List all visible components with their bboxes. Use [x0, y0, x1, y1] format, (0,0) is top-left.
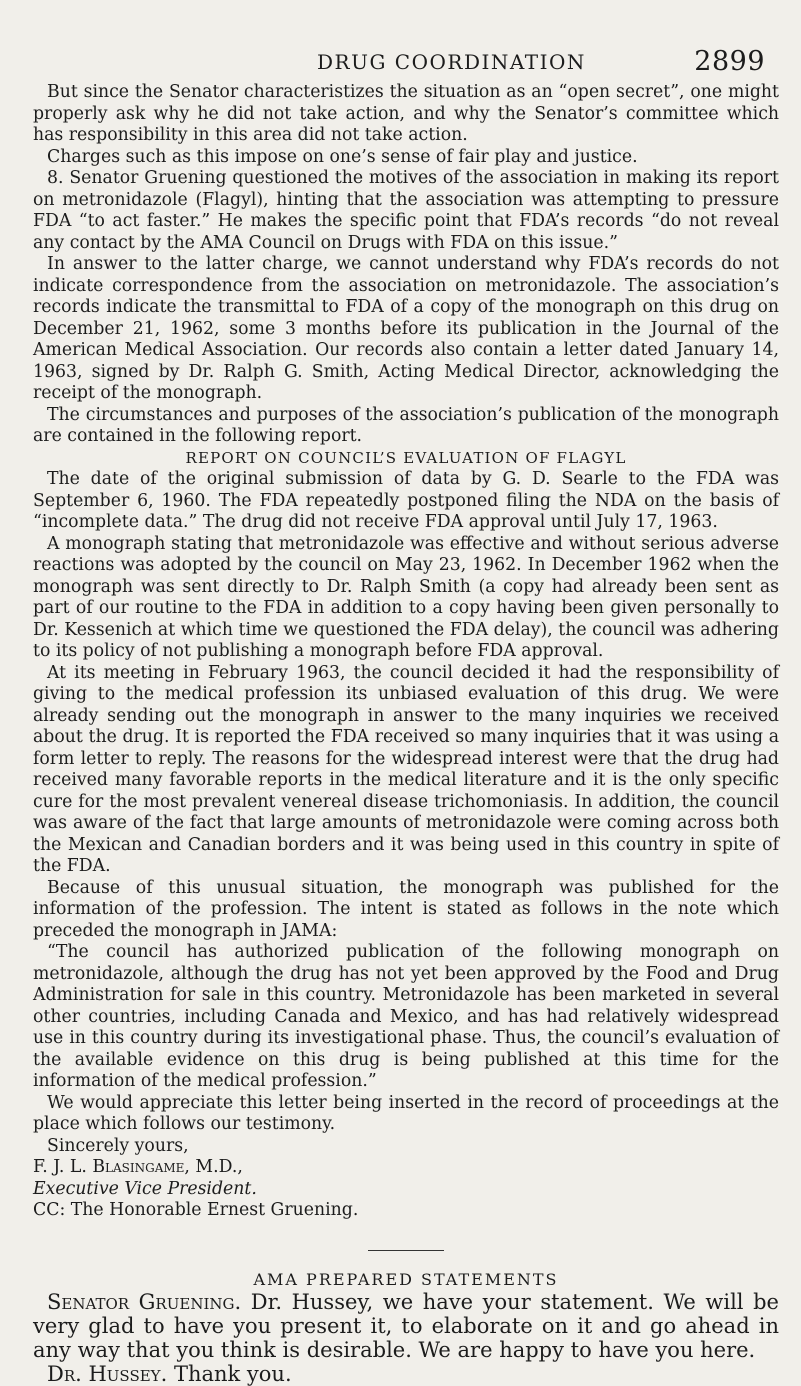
paragraph: In answer to the latter charge, we cannot understand why FDA’s records do not indicate correspondence from the association on metronidazole. The association’s records indicate the transmittal to FDA of a copy of the monograph on this drug on December 21, 1962, some 3 months before its publication in the Journal of the American Medical Association. Our records also contain a letter dated January 14, 1963, signed by Dr. Ralph G. Smith, Acting Medical Director, acknowledging the receipt of the monograph.: [33, 254, 779, 403]
signer-title: Executive Vice President.: [33, 1178, 257, 1199]
report-paragraph: The date of the original submission of data by G. D. Searle to the FDA was September 6, 1960. The FDA repeatedly postponed filing the NDA on the basis of “incomplete data.” The drug did not receive FDA approval until July 17, 1963.: [33, 469, 779, 532]
report-heading: REPORT ON COUNCIL’S EVALUATION OF FLAGYL: [185, 448, 627, 467]
speaker-name: Dr. Hussey.: [47, 1362, 168, 1386]
section-heading: AMA PREPARED STATEMENTS: [253, 1269, 559, 1289]
report-paragraph: Because of this unusual situation, the monograph was published for the information of the profession. The intent is stated as follows in the note which preceded the monograph in JAMA:: [33, 877, 779, 941]
letter-closing: Sincerely yours,: [47, 1135, 189, 1156]
spoken-text: Thank you.: [173, 1362, 292, 1386]
paragraph: Charges such as this impose on one’s sense of fair play and justice.: [47, 146, 638, 167]
report-paragraph: A monograph stating that metronidazole was effective and without serious adverse reactions was adopted by the council on May 23, 1962. In December 1962 when the monograph was sent directly to Dr. Ralph Smith (a copy had already been sent as part of our routine to the FDA in addition to a copy having been given personally to Dr. Kessenich at which time we questioned the FDA delay), the council was adhering to its policy of not publishing a monograph before FDA approval.: [33, 533, 779, 661]
testimony-dialogue: [33, 1290, 779, 1386]
paragraph: The circumstances and purposes of the association’s publication of the monograph are contained in the following report.: [33, 404, 779, 446]
paragraph: But since the Senator characteristizes the situation as an “open secret”, one might properly ask why he did not take action, and why the Senator’s committee which has responsibility in this area did not take action.: [33, 82, 779, 145]
cc-line: CC: The Honorable Ernest Gruening.: [33, 1200, 359, 1220]
page-number: 2899: [694, 46, 765, 77]
spoken-text: Dr. Hussey, we have your statement. We will be very glad to have you present it, to elaborate on it and go ahead in any way that you think is desirable. We are happy to have you here.: [33, 1290, 779, 1362]
dialogue-entry: [33, 1290, 779, 1362]
speaker-name: Senator Gruening.: [47, 1290, 242, 1314]
report-paragraph: We would appreciate this letter being inserted in the record of proceedings at the place which follows our testimony.: [33, 1092, 779, 1134]
report-paragraph: At its meeting in February 1963, the council decided it had the responsibility of giving to the medical profession its unbiased evaluation of this drug. We were already sending out the monograph in answer to the many inquiries we received about the drug. It is reported the FDA received so many inquiries that it was using a form letter to reply. The reasons for the widespread interest were that the drug had received many favorable reports in the medical literature and it is the only specific cure for the most prevalent venereal disease trichomoniasis. In addition, the council was aware of the fact that large amounts of metronidazole were coming across both the Mexican and Canadian borders and it was being used in this country in spite of the FDA.: [33, 662, 779, 876]
signer-name: F. J. L. Blasingame, M.D.,: [33, 1157, 243, 1177]
paragraph: 8. Senator Gruening questioned the motives of the association in making its report on metronidazole (Flagyl), hinting that the association was attempting to pressure FDA “to act faster.” He makes the specific point that FDA’s records “do not reveal any contact by the AMA Council on Drugs with FDA on this issue.”: [33, 168, 779, 253]
running-head: DRUG COORDINATION: [317, 50, 586, 74]
body-text: [33, 82, 779, 1386]
report-paragraph: “The council has authorized publication of the following monograph on metronidazole, although the drug has not yet been approved by the Food and Drug Administration for sale in this country. Metronidazole has been marketed in several other countries, including Canada and Mexico, and has had relatively widespread use in this country during its investigational phase. Thus, the council’s evaluation of the available evidence on this drug is being published at this time for the information of the medical profession.”: [33, 942, 779, 1091]
dialogue-entry: [33, 1362, 779, 1386]
section-divider: [368, 1250, 444, 1251]
